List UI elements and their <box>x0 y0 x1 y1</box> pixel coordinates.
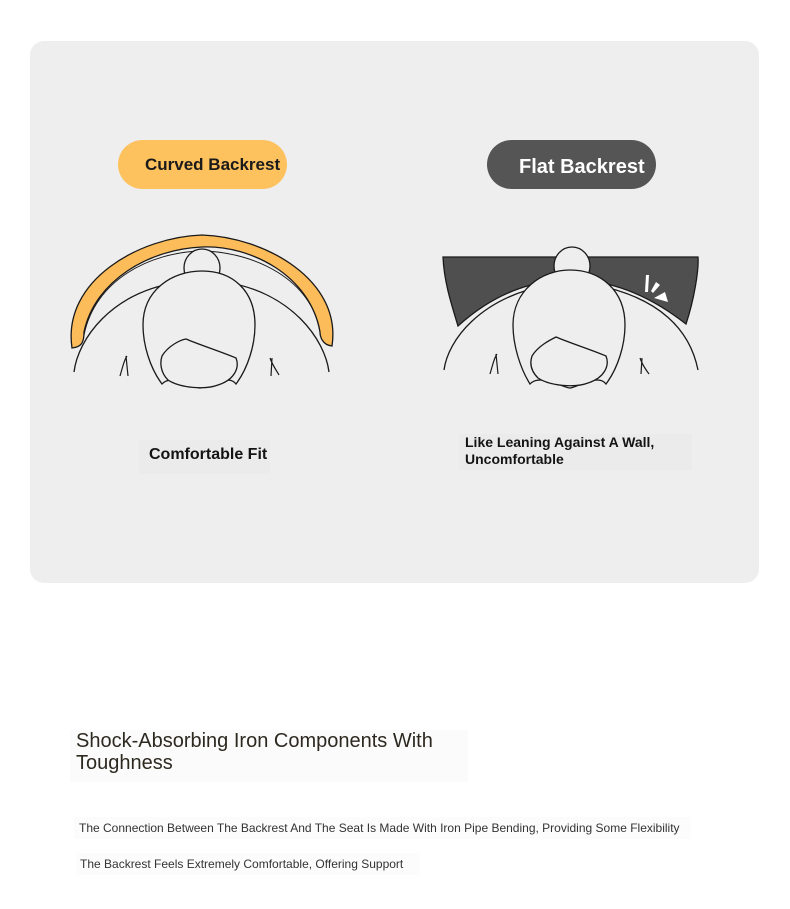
feature-description-2: The Backrest Feels Extremely Comfortable, Offering Support <box>76 853 420 875</box>
flat-backrest-illustration <box>430 240 710 400</box>
feature-title-line-1: Shock-Absorbing Iron Components With <box>76 730 433 752</box>
curved-caption: Comfortable Fit <box>139 440 270 474</box>
flat-backrest-label: Flat Backrest <box>487 140 656 189</box>
curved-backrest-illustration <box>60 225 350 400</box>
flat-caption-line-1: Like Leaning Against A Wall, <box>465 434 655 450</box>
flat-caption-line-2: Uncomfortable <box>465 451 564 467</box>
curved-backrest-label: Curved Backrest <box>118 140 287 189</box>
feature-description-1: The Connection Between The Backrest And The Seat Is Made With Iron Pipe Bending, Providing Some Flexibility <box>74 817 691 839</box>
flat-caption <box>459 434 692 470</box>
feature-title-line-2: Toughness <box>76 752 173 774</box>
feature-title <box>70 730 468 782</box>
